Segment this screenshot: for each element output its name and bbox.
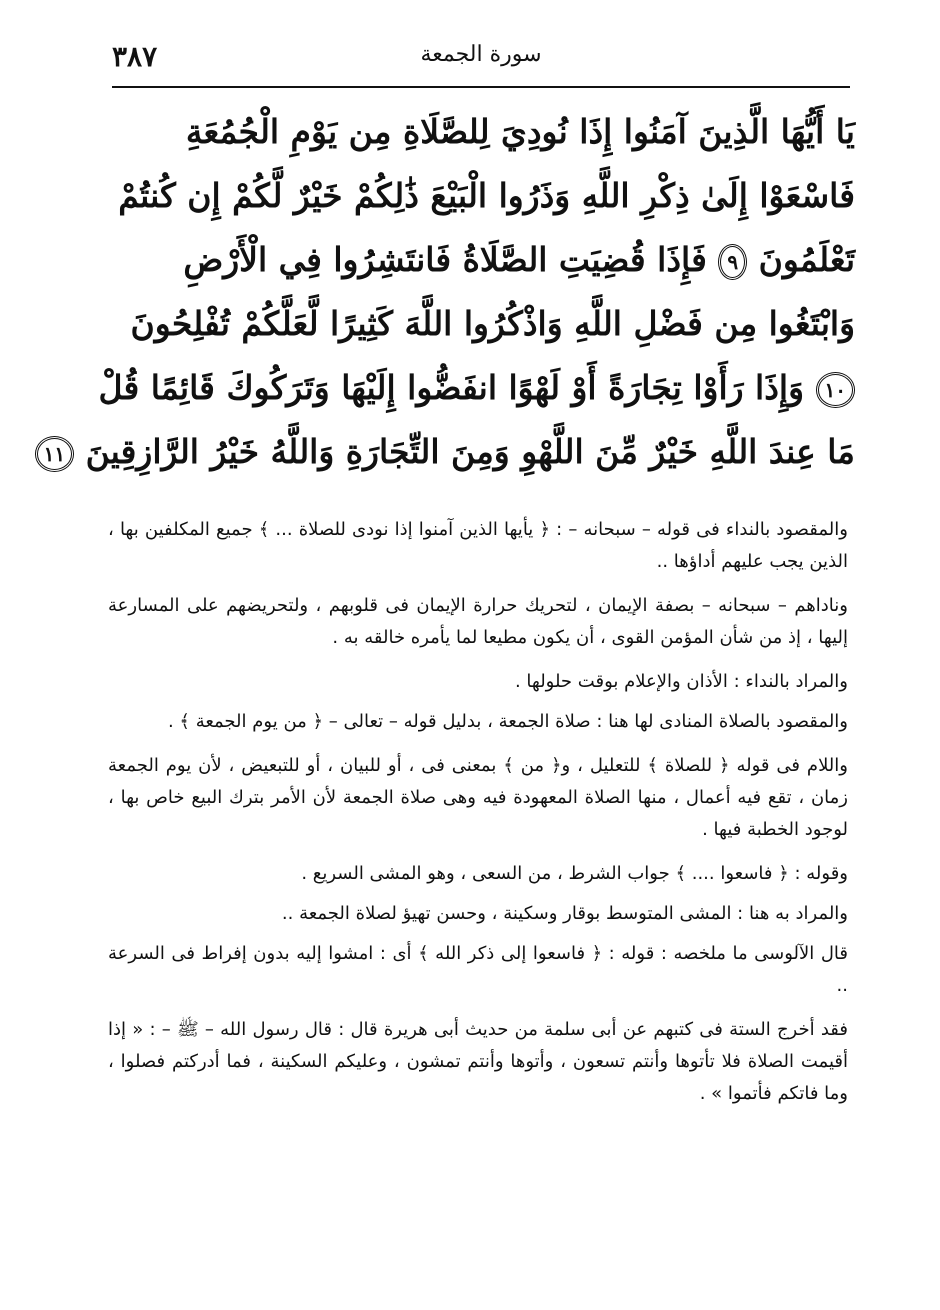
quran-line-text: تَعْلَمُونَ — [758, 240, 855, 279]
quran-line — [43, 420, 855, 484]
quran-line-text: يَا أَيُّهَا الَّذِينَ آمَنُوا إِذَا نُودِيَ لِلصَّلَاةِ مِن يَوْمِ الْجُمُعَةِ — [185, 112, 855, 151]
surah-title: سورة الجمعة — [420, 42, 542, 67]
quran-line-text: فَاسْعَوْا إِلَىٰ ذِكْرِ اللَّهِ وَذَرُوا الْبَيْعَ ذَٰلِكُمْ خَيْرٌ لَّكُمْ إِن كُنتُمْ — [118, 176, 855, 215]
commentary-paragraph: فقد أخرج الستة فى كتبهم عن أبى سلمة من حديث أبى هريرة قال : قال رسول الله – ﷺ – : « إذا أقيمت الصلاة فلا تأتوها وأنتم تسعون ، وأتوها وأنتم تمشون ، وعليكم السكينة ، فما أدركتم فصلوا ، وما فاتكم فأتموا » . — [108, 1019, 848, 1104]
quran-line — [183, 228, 855, 292]
ayah-number-marker: ١٠ — [816, 372, 855, 408]
quran-line — [98, 356, 855, 420]
tafsir-commentary — [108, 514, 848, 1122]
commentary-paragraph: والمقصود بالصلاة المنادى لها هنا : صلاة الجمعة ، بدليل قوله – تعالى – ﴿ من يوم الجمعة ﴾ . — [167, 711, 848, 732]
quran-line-text: فَإِذَا قُضِيَتِ الصَّلَاةُ فَانتَشِرُوا فِي الْأَرْضِ — [183, 240, 707, 279]
commentary-paragraph: والمراد بالنداء : الأذان والإعلام بوقت حلولها . — [514, 671, 848, 692]
commentary-paragraph: والمراد به هنا : المشى المتوسط بوقار وسكينة ، وحسن تهيؤ لصلاة الجمعة .. — [281, 903, 848, 924]
commentary-paragraph: قال الآلوسى ما ملخصه : قوله : ﴿ فاسعوا إلى ذكر الله ﴾ أى : امشوا إليه بدون إفراط فى السرعة .. — [108, 943, 848, 996]
page-header — [112, 30, 850, 88]
quran-line — [130, 292, 855, 356]
page-number: ٣٨٧ — [112, 40, 158, 73]
quran-line-text: وَإِذَا رَأَوْا تِجَارَةً أَوْ لَهْوًا انفَضُّوا إِلَيْهَا وَتَرَكُوكَ قَائِمًا قُلْ — [98, 368, 805, 407]
quran-line — [185, 100, 855, 164]
quran-verses — [43, 100, 855, 484]
ayah-number-marker: ٩ — [718, 244, 747, 280]
commentary-paragraph: واللام فى قوله ﴿ للصلاة ﴾ للتعليل ، و﴿ من ﴾ بمعنى فى ، أو للبيان ، أو للتبعيض ، لأن يوم الجمعة زمان ، تقع فيه أعمال ، منها الصلاة المعهودة فيه وهى صلاة الجمعة لأن الأمر بترك البيع خاص بها ، لوجود الخطبة فيها . — [108, 755, 848, 840]
commentary-paragraph: وقوله : ﴿ فاسعوا .... ﴾ جواب الشرط ، من السعى ، وهو المشى السريع . — [301, 863, 848, 884]
ayah-number-marker: ١١ — [35, 436, 74, 472]
quran-line — [118, 164, 855, 228]
quran-line-text: مَا عِندَ اللَّهِ خَيْرٌ مِّنَ اللَّهْوِ وَمِنَ التِّجَارَةِ وَاللَّهُ خَيْرُ الرَّازِقِينَ — [85, 432, 855, 471]
commentary-paragraph: والمقصود بالنداء فى قوله – سبحانه – : ﴿ يأيها الذين آمنوا إذا نودى للصلاة ... ﴾ جميع المكلفين بها ، الذين يجب عليهم أداؤها .. — [108, 519, 848, 572]
quran-line-text: وَابْتَغُوا مِن فَضْلِ اللَّهِ وَاذْكُرُوا اللَّهَ كَثِيرًا لَّعَلَّكُمْ تُفْلِحُونَ — [130, 304, 855, 343]
commentary-paragraph: وناداهم – سبحانه – بصفة الإيمان ، لتحريك حرارة الإيمان فى قلوبهم ، ولتحريضهم على المسارعة إليها ، إذ من شأن المؤمن القوى ، أن يكون مطيعا لما يأمره خالقه به . — [108, 595, 848, 648]
